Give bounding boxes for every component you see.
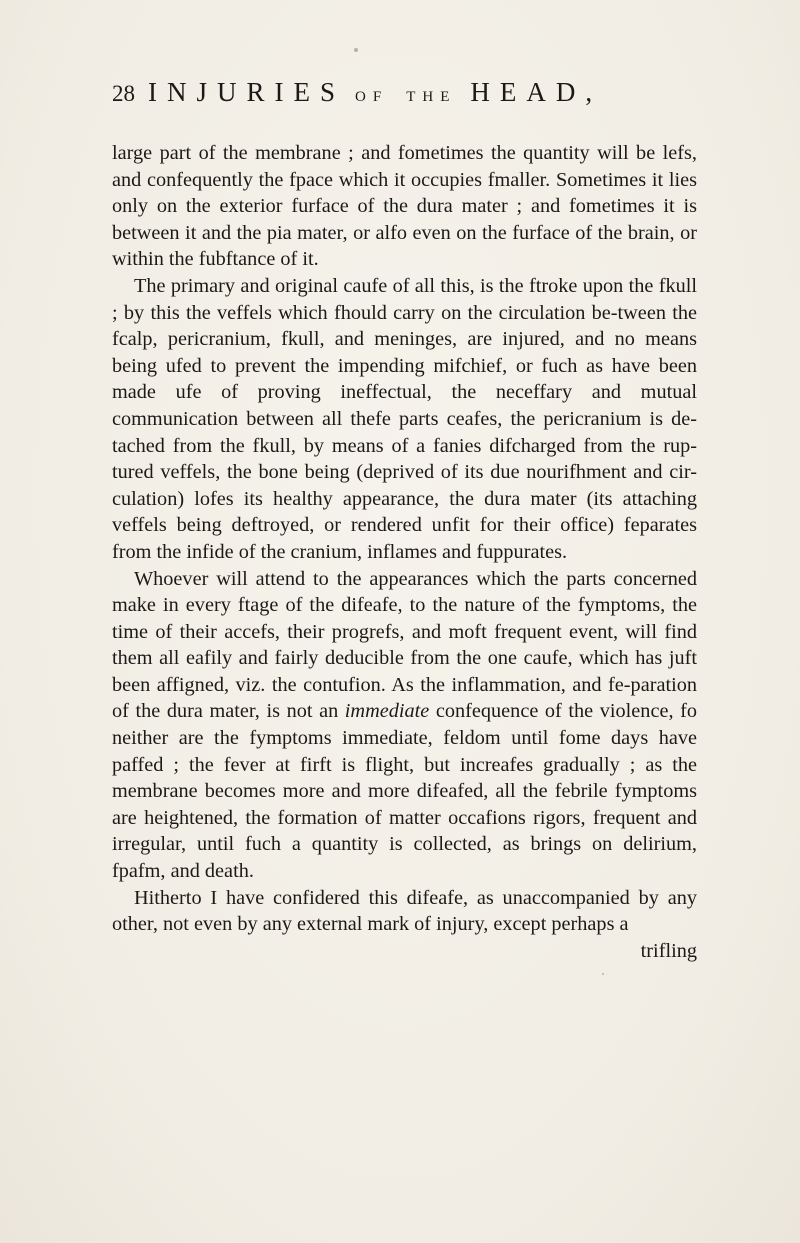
- page-number: 28: [112, 81, 135, 106]
- catchword-line: [112, 938, 697, 965]
- paragraph: [112, 885, 697, 938]
- ink-speck: [354, 48, 358, 52]
- page-header: [112, 77, 697, 121]
- paragraph-text: Whoever will attend to the appearances which the parts concerned make in every ftage of the difeafe, to the nature of the fymptoms, the time of their accefs, their progrefs, and moft frequent event, will find them all eafily and fairly deducible from the one caufe, which has juft been affigned, viz. the contufion. As the inflammation, and fe-paration of the dura mater, is not an: [112, 567, 697, 723]
- paragraph: [112, 140, 697, 273]
- ink-speck: [602, 973, 604, 975]
- running-head-word-injuries: INJURIES: [148, 77, 346, 107]
- body-text: [112, 140, 697, 964]
- paragraph: [112, 273, 697, 566]
- emphasized-word: immediate: [344, 700, 430, 723]
- paragraph-text: large part of the membrane ; and fometimes the quantity will be lefs, and confequently the fpace which it occupies fmaller. Sometimes it lies only on the exterior furface of the dura mater ; and fometimes it is between it and the pia mater, or alfo even on the furface of the brain, or within the fubftance of it.: [112, 142, 697, 271]
- running-head-word-head: HEAD,: [470, 77, 603, 107]
- paragraph-text: The primary and original caufe of all this, is the ftroke upon the fkull ; by this the veffels which fhould carry on the circulation be-tween the fcalp, pericranium, fkull, and meninges, are injured, and no means being ufed to prevent the impending mifchief, or fuch as have been made ufe of proving ineffectual, the neceffary and mutual communication between all thefe parts ceafes, the pericranium is de-tached from the fkull, by means of a fanies difcharged from the rup-tured veffels, the bone being (deprived of its due nourifhment and cir-culation) lofes its healthy appearance, the dura mater (its attaching veffels being deftroyed, or rendered unfit for their office) feparates from the infide of the cranium, inflames and fuppurates.: [112, 274, 697, 563]
- running-head-word-of: OF: [355, 89, 389, 105]
- paragraph-text: Hitherto I have confidered this difeafe, as unaccompanied by any other, not even by any external mark of injury, except perhaps a: [112, 886, 697, 936]
- paragraph: [112, 566, 697, 885]
- running-head-word-the: THE: [406, 89, 457, 105]
- paragraph-text: confequence of the violence, fo neither are the fymptoms immediate, feldom until fome days have paffed ; the fever at firft is flight, but increafes gradually ; as the membrane becomes more and more difeafed, all the febrile fymptoms are heightened, the formation of matter occafions rigors, frequent and irregular, until fuch a quantity is collected, as brings on delirium, fpafm, and death.: [112, 700, 697, 883]
- running-head: [148, 77, 602, 108]
- catchword: trifling: [640, 939, 697, 962]
